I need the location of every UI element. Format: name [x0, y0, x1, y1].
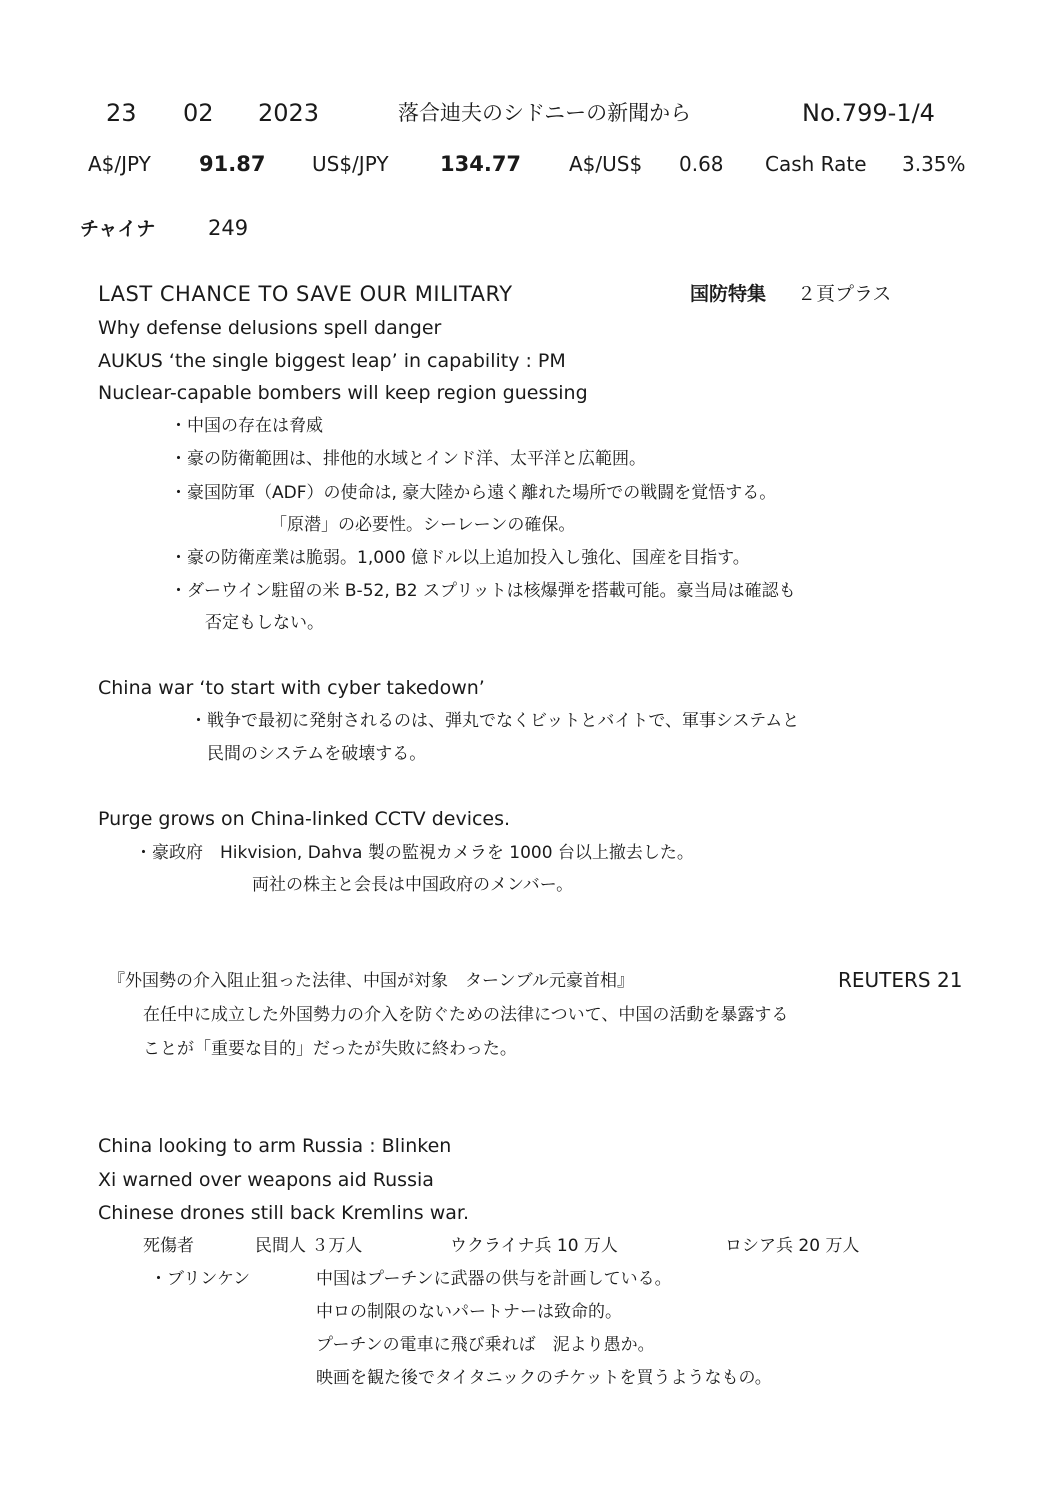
section1-bullet-4: ・豪の防衛産業は脆弱。1,000 億ドル以上追加投入し強化、国産を目指す。 — [170, 548, 750, 568]
section5-subhead-3: Chinese drones still back Kremlins war. — [98, 1202, 469, 1224]
quote-3: プーチンの電車に飛び乗れば 泥より愚か。 — [316, 1335, 655, 1355]
section1-bullet-2: ・豪の防衛範囲は、排他的水域とインド洋、太平洋と広範囲。 — [170, 449, 646, 469]
quote-2: 中ロの制限のないパートナーは致命的。 — [316, 1302, 622, 1322]
rate-aud-usd-value: 0.68 — [679, 152, 724, 176]
rate-aud-jpy-value: 91.87 — [199, 152, 266, 176]
cash-rate-label: Cash Rate — [765, 152, 867, 176]
section3-headline: Purge grows on China-linked CCTV devices. — [98, 808, 511, 830]
date-month: 02 — [183, 99, 214, 127]
section1-subhead-1: Why defense delusions spell danger — [98, 317, 442, 339]
speaker-blinken: ・ブリンケン — [150, 1269, 251, 1289]
section1-bullet-5: ・ダーウイン駐留の米 B-52, B2 スプリットは核爆弾を搭載可能。豪当局は確認も — [170, 581, 796, 601]
quote-1: 中国はプーチンに武器の供与を計画している。 — [316, 1269, 672, 1289]
section1-subhead-2: AUKUS ‘the single biggest leap’ in capability : PM — [98, 350, 566, 372]
section4-body-2: ことが「重要な目的」だったが失敗に終わった。 — [143, 1039, 517, 1059]
china-counter-label: チャイナ — [80, 218, 156, 240]
cash-rate-value: 3.35% — [902, 152, 966, 176]
quote-4: 映画を観た後でタイタニックのチケットを買うようなもの。 — [316, 1368, 772, 1388]
section2-headline: China war ‘to start with cyber takedown’ — [98, 677, 485, 699]
casualties-civilians: 民間人 ３万人 — [255, 1236, 363, 1256]
section3-bullet-1-cont: 両社の株主と会長は中国政府のメンバー。 — [252, 875, 574, 895]
section1-bullet-3-cont: 「原潜」の必要性。シーレーンの確保。 — [270, 515, 576, 535]
rate-aud-jpy-label: A$/JPY — [88, 152, 151, 176]
date-day: 23 — [106, 99, 137, 127]
casualties-label: 死傷者 — [143, 1236, 194, 1256]
section4-body-1: 在任中に成立した外国勢力の介入を防ぐための法律について、中国の活動を暴露する — [143, 1005, 789, 1025]
section1-headline: LAST CHANCE TO SAVE OUR MILITARY — [98, 282, 513, 306]
section1-tag: 国防特集 — [690, 283, 767, 305]
section4-source: REUTERS 21 — [838, 968, 963, 992]
issue-number: No.799-1/4 — [802, 99, 935, 127]
section5-subhead-1: China looking to arm Russia : Blinken — [98, 1135, 452, 1157]
date-year: 2023 — [258, 99, 320, 127]
rate-usd-jpy-label: US$/JPY — [312, 152, 389, 176]
casualties-ukraine: ウクライナ兵 10 万人 — [450, 1236, 618, 1256]
section1-tag-note: ２頁プラス — [797, 283, 892, 305]
china-counter-value: 249 — [208, 216, 249, 240]
section5-subhead-2: Xi warned over weapons aid Russia — [98, 1169, 434, 1191]
section2-bullet-1-cont: 民間のシステムを破壊する。 — [207, 744, 427, 764]
newsletter-title: 落合迪夫のシドニーの新聞から — [398, 101, 692, 125]
casualties-russia: ロシア兵 20 万人 — [725, 1236, 860, 1256]
rate-aud-usd-label: A$/US$ — [569, 152, 643, 176]
section2-bullet-1: ・戦争で最初に発射されるのは、弾丸でなくビットとバイトで、軍事システムと — [190, 711, 800, 731]
section1-bullet-1: ・中国の存在は脅威 — [170, 416, 323, 436]
section3-bullet-1: ・豪政府 Hikvision, Dahva 製の監視カメラを 1000 台以上撤去した。 — [135, 843, 694, 863]
section1-subhead-3: Nuclear-capable bombers will keep region guessing — [98, 382, 588, 404]
rate-usd-jpy-value: 134.77 — [440, 152, 522, 176]
section4-headline: 『外国勢の介入阻止狙った法律、中国が対象 ターンブル元豪首相』 — [108, 971, 634, 991]
section1-bullet-3: ・豪国防軍（ADF）の使命は, 豪大陸から遠く離れた場所での戦闘を覚悟する。 — [170, 483, 777, 503]
section1-bullet-5-cont: 否定もしない。 — [205, 613, 324, 633]
